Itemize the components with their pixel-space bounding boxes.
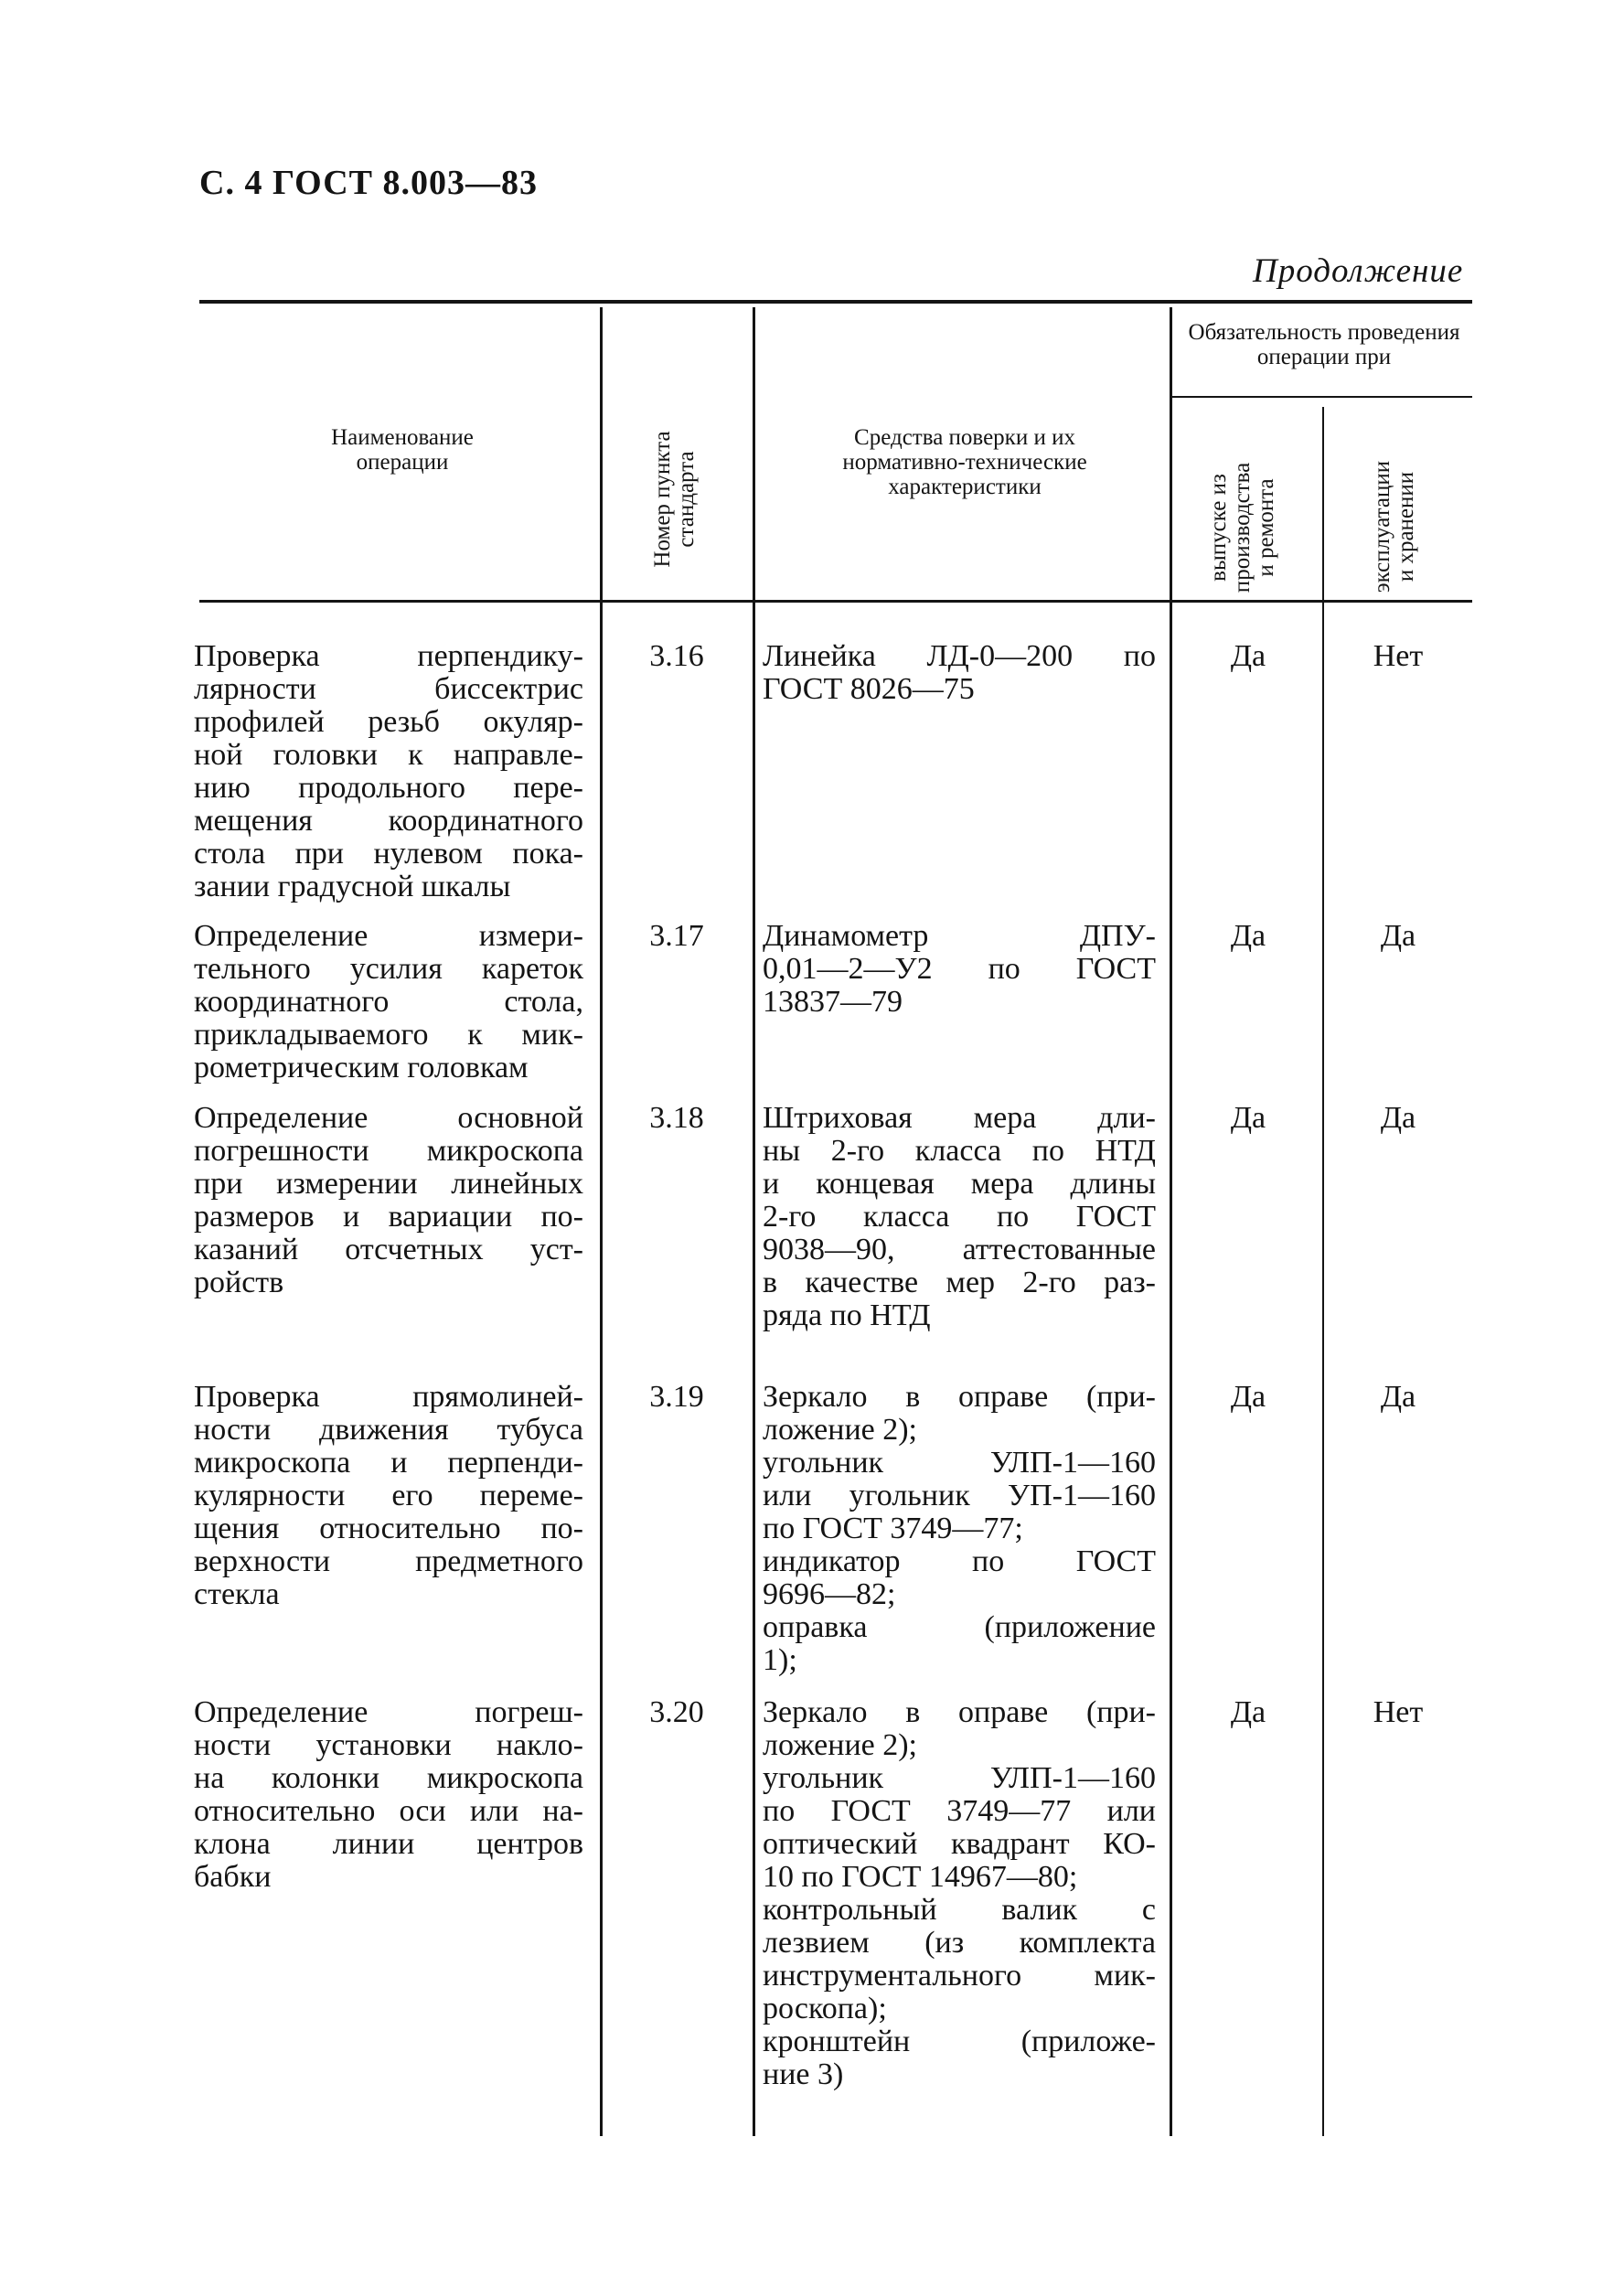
- header-clause: [651, 362, 702, 636]
- row-1-means-line-2: ГОСТ 8026—75: [763, 672, 975, 706]
- row-2-name-line-3: координатного стола,: [194, 985, 583, 1019]
- row-2-name-line-5: рометрическим головкам: [194, 1051, 529, 1085]
- row-1-means: [763, 640, 1156, 706]
- row-4-means-line-3: угольник УЛП-1—160: [763, 1446, 1156, 1480]
- row-1-name-line-5: нию продольного пере-: [194, 771, 583, 805]
- row-4-release: Да: [1230, 1380, 1266, 1414]
- row-1-name-line-1: Проверка перпендику-: [194, 639, 583, 673]
- row-3-name-line-1: Определение основной: [194, 1101, 583, 1135]
- row-3-clause: 3.18: [649, 1101, 704, 1135]
- row-4-name: [194, 1381, 583, 1611]
- row-2-clause: 3.17: [649, 919, 704, 953]
- row-3-means-line-4: 2-го класса по ГОСТ: [763, 1200, 1156, 1234]
- row-4-means-line-4: или угольник УП-1—160: [763, 1479, 1156, 1512]
- header-release-line-1: выпуске из: [1206, 474, 1231, 582]
- col-divider-2: [753, 307, 755, 2136]
- row-2-means-line-3: 13837—79: [763, 985, 903, 1019]
- row-1-name-line-7: стола при нулевом пока-: [194, 837, 583, 871]
- row-2-name-line-2: тельного усилия кареток: [194, 952, 583, 986]
- header-release-line-2: производства: [1230, 462, 1255, 593]
- row-3-means-line-2: ны 2-го класса по НТД: [763, 1134, 1156, 1168]
- row-3-means-line-7: ряда по НТД: [763, 1298, 931, 1332]
- row-3-operation: Да: [1380, 1101, 1416, 1135]
- row-2-name: [194, 920, 583, 1085]
- row-5-release: Да: [1230, 1695, 1266, 1729]
- row-2-means-line-2: 0,01—2—У2 по ГОСТ: [763, 952, 1156, 986]
- row-5-means-line-7: контрольный валик с: [763, 1893, 1156, 1927]
- row-5-means-line-8: лезвием (из комплекта: [763, 1926, 1156, 1960]
- row-4-means-line-7: 9696—82;: [763, 1577, 896, 1611]
- header-mandatory: Обязательность проведения операции при: [1188, 320, 1460, 369]
- row-5-name-line-3: на колонки микроскопа: [194, 1761, 583, 1795]
- row-3-means-line-5: 9038—90, аттестованные: [763, 1233, 1156, 1266]
- row-5-means-line-3: угольник УЛП-1—160: [763, 1761, 1156, 1795]
- col-divider-1: [600, 307, 603, 2136]
- row-5-name: [194, 1696, 583, 1894]
- row-1-clause: 3.16: [649, 639, 704, 673]
- row-4-name-line-6: верхности предметного: [194, 1544, 583, 1578]
- row-4-name-line-2: ности движения тубуса: [194, 1413, 583, 1447]
- row-1-name-line-2: лярности биссектрис: [194, 672, 583, 706]
- row-5-means-line-11: кронштейн (приложе-: [763, 2025, 1156, 2058]
- row-4-name-line-3: микроскопа и перпенди-: [194, 1446, 583, 1480]
- header-release-line-3: и ремонта: [1254, 478, 1278, 577]
- row-4-means-line-8: оправка (приложение: [763, 1610, 1156, 1644]
- row-5-name-line-6: бабки: [194, 1860, 272, 1894]
- table-top-rule: [199, 300, 1472, 304]
- row-3-name-line-2: погрешности микроскопа: [194, 1134, 583, 1168]
- row-2-name-line-4: прикладываемого к мик-: [194, 1018, 583, 1052]
- header-name: Наименование операции: [331, 425, 474, 475]
- row-4-means-line-5: по ГОСТ 3749—77;: [763, 1512, 1023, 1545]
- row-4-operation: Да: [1380, 1380, 1416, 1414]
- row-3-name: [194, 1102, 583, 1299]
- row-5-operation: Нет: [1373, 1695, 1424, 1729]
- row-3-name-line-4: размеров и вариации по-: [194, 1200, 583, 1234]
- row-4-name-line-7: стекла: [194, 1577, 280, 1611]
- header-operation-line-2: и хранении: [1394, 471, 1418, 582]
- row-4-name-line-1: Проверка прямолиней-: [194, 1380, 583, 1414]
- row-1-operation: Нет: [1373, 639, 1424, 673]
- header-release: [1207, 390, 1284, 665]
- row-4-means-line-6: индикатор по ГОСТ: [763, 1544, 1156, 1578]
- row-4-means: [763, 1381, 1156, 1677]
- row-4-means-line-1: Зеркало в оправе (при-: [763, 1380, 1156, 1414]
- row-1-means-line-1: Линейка ЛД-0—200 по: [763, 639, 1156, 673]
- header-means: Средства поверки и их нормативно-технические характеристики: [842, 425, 1087, 499]
- row-5-name-line-5: клона линии центров: [194, 1827, 583, 1861]
- row-2-operation: Да: [1380, 919, 1416, 953]
- row-1-name-line-3: профилей резьб окуляр-: [194, 705, 583, 739]
- row-2-release: Да: [1230, 919, 1266, 953]
- row-4-means-line-9: 1);: [763, 1643, 797, 1677]
- row-3-means-line-3: и концевая мера длины: [763, 1167, 1156, 1201]
- row-5-means-line-12: ние 3): [763, 2057, 844, 2091]
- row-3-means-line-6: в качестве мер 2-го раз-: [763, 1266, 1156, 1299]
- continuation-label: Продолжение: [1253, 252, 1464, 290]
- row-5-means-line-1: Зеркало в оправе (при-: [763, 1695, 1156, 1729]
- row-5-means-line-6: 10 по ГОСТ 14967—80;: [763, 1860, 1078, 1894]
- header-clause-line-2: стандарта: [674, 451, 699, 548]
- col-divider-3: [1170, 307, 1172, 2136]
- row-2-means: [763, 920, 1156, 1019]
- row-4-name-line-4: кулярности его переме-: [194, 1479, 583, 1512]
- row-3-name-line-6: ройств: [194, 1266, 284, 1299]
- row-5-means-line-5: оптический квадрант КО-: [763, 1827, 1156, 1861]
- col-divider-4: [1322, 407, 1324, 2136]
- row-3-means-line-1: Штриховая мера дли-: [763, 1101, 1156, 1135]
- row-5-means-line-10: роскопа);: [763, 1992, 887, 2025]
- row-3-release: Да: [1230, 1101, 1266, 1135]
- row-5-name-line-2: ности установки накло-: [194, 1728, 583, 1762]
- row-4-clause: 3.19: [649, 1380, 704, 1414]
- row-2-means-line-1: Динамометр ДПУ-: [763, 919, 1156, 953]
- row-3-name-line-3: при измерении линейных: [194, 1167, 583, 1201]
- row-5-name-line-1: Определение погреш-: [194, 1695, 583, 1729]
- row-4-name-line-5: щения относительно по-: [194, 1512, 583, 1545]
- row-5-clause: 3.20: [649, 1695, 704, 1729]
- row-1-name: [194, 640, 583, 903]
- row-1-name-line-8: зании градусной шкалы: [194, 870, 511, 903]
- row-5-name-line-4: относительно оси или на-: [194, 1794, 583, 1828]
- row-2-name-line-1: Определение измери-: [194, 919, 583, 953]
- row-4-means-line-2: ложение 2);: [763, 1413, 918, 1447]
- row-1-name-line-6: мещения координатного: [194, 804, 583, 838]
- row-1-name-line-4: ной головки к направле-: [194, 738, 583, 772]
- row-5-means-line-9: инструментального мик-: [763, 1959, 1156, 1993]
- row-5-means-line-2: ложение 2);: [763, 1728, 918, 1762]
- header-clause-line-1: Номер пункта: [650, 431, 675, 568]
- row-5-means: [763, 1696, 1156, 2091]
- header-operation: [1371, 390, 1422, 664]
- page-header: С. 4 ГОСТ 8.003—83: [199, 164, 538, 202]
- row-5-means-line-4: по ГОСТ 3749—77 или: [763, 1794, 1156, 1828]
- row-1-release: Да: [1230, 639, 1266, 673]
- row-3-means: [763, 1102, 1156, 1332]
- header-operation-line-1: эксплуатации: [1370, 460, 1394, 593]
- row-3-name-line-5: казаний отсчетных уст-: [194, 1233, 583, 1266]
